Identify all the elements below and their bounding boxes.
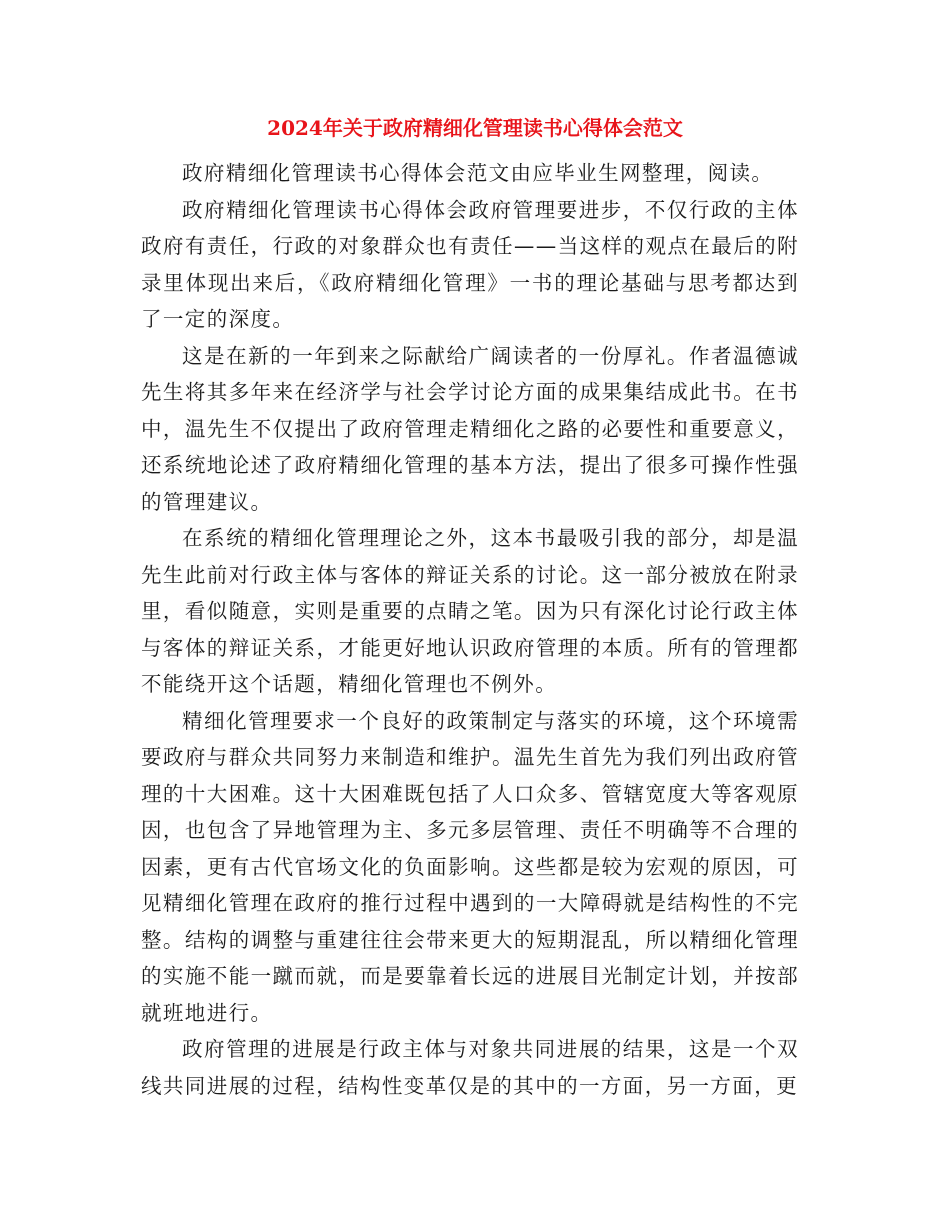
document-body <box>141 155 799 1104</box>
paragraph-2: 这是在新的一年到来之际献给广阔读者的一份厚礼。作者温德诚先生将其多年来在经济学与社会学讨论方面的成果集结成此书。在书中，温先生不仅提出了政府管理走精细化之路的必要性和重要意义，还系统地论述了政府精细化管理的基本方法，提出了很多可操作性强的管理建议。 <box>141 343 799 514</box>
paragraph-5: 政府管理的进展是行政主体与对象共同进展的结果，这是一个双线共同进展的过程，结构性变革仅是的其中的一方面，另一方面，更 <box>141 1037 799 1098</box>
paragraph-3: 在系统的精细化管理理论之外，这本书最吸引我的部分，却是温先生此前对行政主体与客体的辩证关系的讨论。这一部分被放在附录里，看似随意，实则是重要的点睛之笔。因为只有深化讨论行政主体与客体的辩证关系，才能更好地认识政府管理的本质。所有的管理都不能绕开这个话题，精细化管理也不例外。 <box>141 526 799 696</box>
paragraph-intro: 政府精细化管理读书心得体会范文由应毕业生网整理，阅读。 <box>182 161 774 185</box>
document-title: 2024年关于政府精细化管理读书心得体会范文 <box>267 116 683 140</box>
paragraph-1: 政府精细化管理读书心得体会政府管理要进步，不仅行政的主体政府有责任，行政的对象群众也有责任——当这样的观点在最后的附录里体现出来后，《政府精细化管理》一书的理论基础与思考都达到了一定的深度。 <box>141 197 799 331</box>
paragraph-4: 精细化管理要求一个良好的政策制定与落实的环境，这个环境需要政府与群众共同努力来制造和维护。温先生首先为我们列出政府管理的十大困难。这十大困难既包括了人口众多、管辖宽度大等客观原因，也包含了异地管理为主、多元多层管理、责任不明确等不合理的因素，更有古代官场文化的负面影响。这些都是较为宏观的原因，可见精细化管理在政府的推行过程中遇到的一大障碍就是结构性的不完整。结构的调整与重建往往会带来更大的短期混乱，所以精细化管理的实施不能一蹴而就，而是要靠着长远的进展目光制定计划，并按部就班地进行。 <box>141 708 799 1025</box>
